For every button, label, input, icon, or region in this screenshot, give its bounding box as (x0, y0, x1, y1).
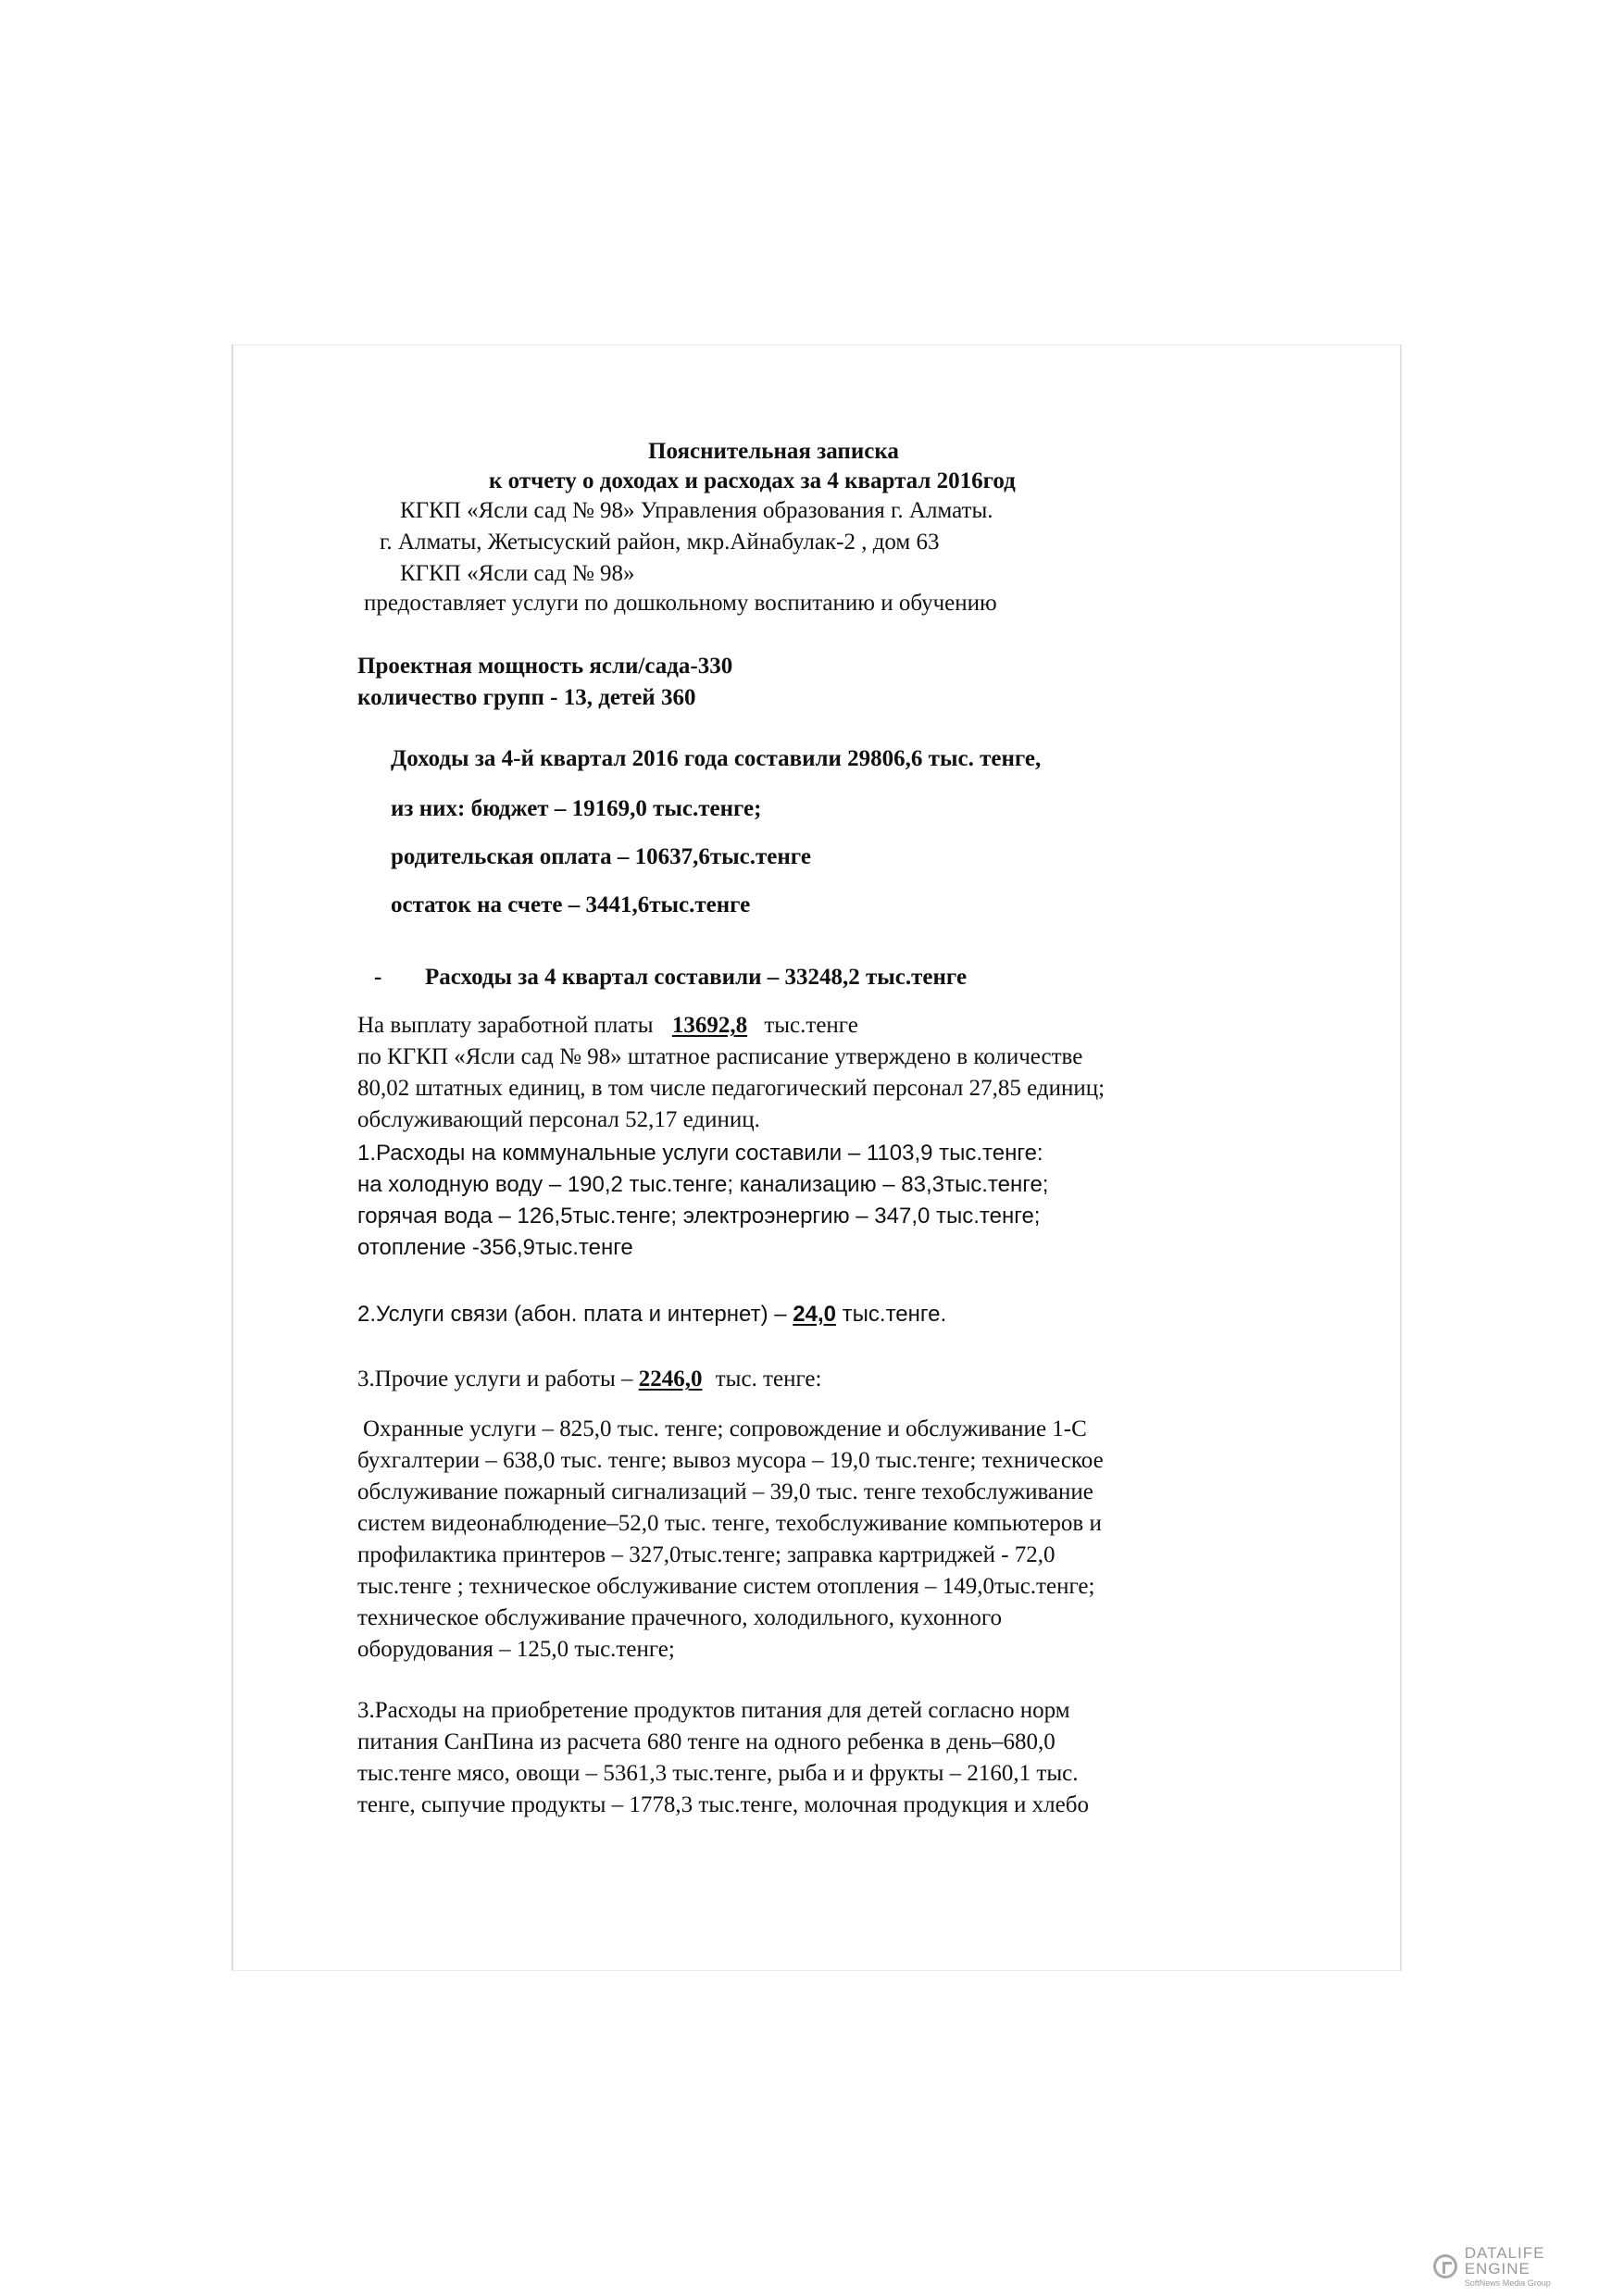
datalife-logo-icon (1433, 2254, 1457, 2278)
utilities-line-4: отопление -356,9тыс.тенге (357, 1235, 633, 1260)
other-services-line: тыс.тенге ; техническое обслуживание систем отопления – 149,0тыс.тенге; (357, 1574, 1095, 1599)
services-line: предоставляет услуги по дошкольному воспитанию и обучению (364, 591, 997, 616)
utilities-line-3: горячая вода – 126,5тыс.тенге; электроэнергию – 347,0 тыс.тенге; (357, 1204, 1041, 1229)
other-services-prefix: 3.Прочие услуги и работы – (357, 1366, 633, 1391)
datalife-engine-watermark (1433, 2246, 1614, 2287)
income-budget: из них: бюджет – 19169,0 тыс.тенге; (391, 796, 762, 821)
other-services-heading (357, 1366, 821, 1392)
utilities-line-1: 1.Расходы на коммунальные услуги составили – 1103,9 тыс.тенге: (357, 1141, 1043, 1166)
food-line: 3.Расходы на приобретение продуктов питания для детей согласно норм (357, 1698, 1070, 1723)
page-title: Пояснительная записка (648, 439, 899, 464)
other-services-line: Охранные услуги – 825,0 тыс. тенге; сопровождение и обслуживание 1-С (363, 1416, 1087, 1441)
capacity-groups: количество групп - 13, детей 360 (357, 685, 696, 710)
watermark-sub: SoftNews Media Group (1464, 2278, 1551, 2288)
food-line: питания СанПина из расчета 680 тенге на одного ребенка в день–680,0 (357, 1729, 1056, 1754)
other-services-line: бухгалтерии – 638,0 тыс. тенге; вывоз мусора – 19,0 тыс.тенге; техническое (357, 1448, 1104, 1473)
other-services-line: профилактика принтеров – 327,0тыс.тенге; заправка картриджей - 72,0 (357, 1542, 1056, 1567)
org-line: КГКП «Ясли сад № 98» Управления образования г. Алматы. (400, 498, 993, 523)
watermark-main: DATALIFE ENGINE (1464, 2244, 1545, 2277)
salary-line-4: обслуживающий персонал 52,17 единиц. (357, 1107, 760, 1132)
expenses-total: Расходы за 4 квартал составили – 33248,2 тыс.тенге (425, 965, 968, 990)
income-parents: родительская оплата – 10637,6тыс.тенге (391, 844, 811, 869)
salary-suffix: тыс.тенге (764, 1013, 858, 1038)
salary-line-2: по КГКП «Ясли сад № 98» штатное расписание утверждено в количестве (357, 1044, 1083, 1069)
communication-prefix: 2.Услуги связи (абон. плата и интернет) – (357, 1302, 787, 1327)
org-short-line: КГКП «Ясли сад № 98» (400, 561, 635, 586)
other-services-line: обслуживание пожарный сигнализаций – 39,0 тыс. тенге техобслуживание (357, 1479, 1093, 1504)
food-line: тыс.тенге мясо, овощи – 5361,3 тыс.тенге, рыба и и фрукты – 2160,1 тыс. (357, 1761, 1079, 1786)
salary-prefix: На выплату заработной платы (357, 1013, 654, 1038)
income-total: Доходы за 4-й квартал 2016 года составили 29806,6 тыс. тенге, (391, 746, 1042, 771)
salary-amount: 13692,8 (671, 1013, 748, 1038)
address-line: г. Алматы, Жетысуский район, мкр.Айнабулак-2 , дом 63 (380, 530, 940, 555)
capacity-design: Проектная мощность ясли/сада-330 (357, 654, 733, 679)
communication-amount: 24,0 (793, 1302, 836, 1327)
communication-suffix: тыс.тенге. (842, 1302, 947, 1327)
other-services-line: техническое обслуживание прачечного, холодильного, кухонного (357, 1605, 1002, 1630)
other-services-line: систем видеонаблюдение–52,0 тыс. тенге, техобслуживание компьютеров и (357, 1511, 1102, 1536)
salary-line-3: 80,02 штатных единиц, в том числе педагогический персонал 27,85 единиц; (357, 1076, 1106, 1101)
salary-line-1 (357, 1013, 858, 1039)
watermark-text (1465, 2245, 1614, 2288)
page-subtitle: к отчету о доходах и расходах за 4 квартал 2016год (489, 468, 1016, 493)
food-line: тенге, сыпучие продукты – 1778,3 тыс.тенге, молочная продукция и хлебо (357, 1792, 1089, 1817)
other-services-line: оборудования – 125,0 тыс.тенге; (357, 1637, 675, 1662)
other-services-suffix: тыс. тенге: (715, 1366, 822, 1391)
expenses-bullet: - (374, 965, 382, 990)
income-balance: остаток на счете – 3441,6тыс.тенге (391, 892, 751, 917)
communication-line (357, 1302, 946, 1328)
utilities-line-2: на холодную воду – 190,2 тыс.тенге; канализацию – 83,3тыс.тенге; (357, 1172, 1049, 1197)
other-services-amount: 2246,0 (638, 1366, 703, 1391)
